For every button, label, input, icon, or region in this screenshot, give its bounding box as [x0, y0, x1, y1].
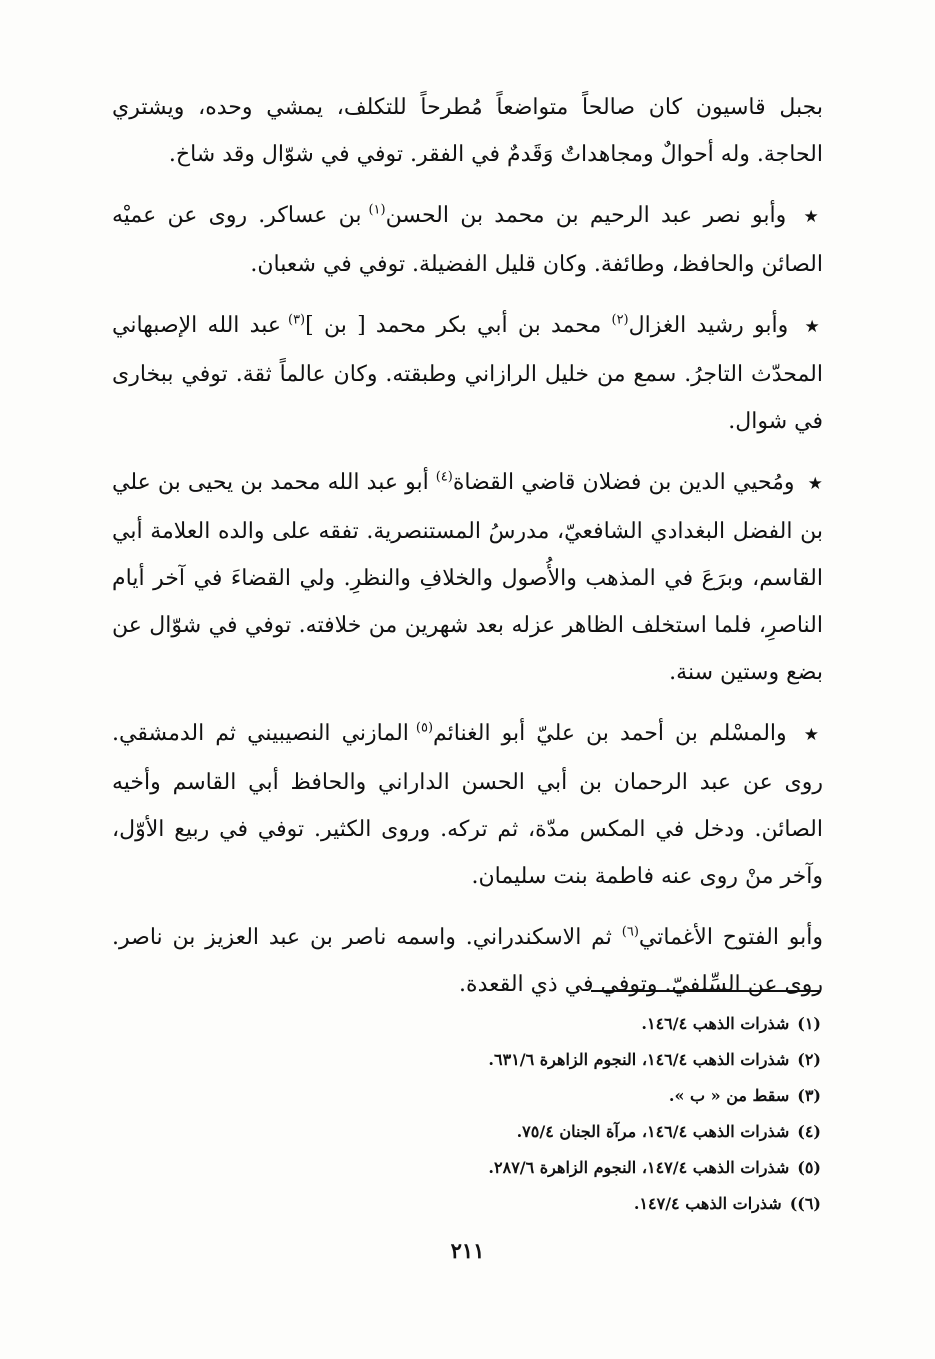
footnote-text: شذرات الذهب ١٤٧/٤.: [633, 1194, 782, 1213]
footnote-number: (٢): [797, 1050, 821, 1069]
footnote-ref: (٦): [621, 924, 639, 940]
star-icon: ★: [804, 317, 823, 337]
footnote-ref: (٥): [415, 720, 434, 736]
paragraph: [112, 710, 823, 900]
footnote-text: شذرات الذهب ١٤٦/٤.: [641, 1014, 790, 1033]
footnotes: [112, 1006, 821, 1222]
paragraph: [112, 192, 823, 288]
paragraph: [112, 84, 823, 178]
footnote-ref: (٣): [287, 312, 306, 328]
footnote-item: [112, 1006, 821, 1042]
footnote-item: [112, 1150, 821, 1186]
main-text: [112, 84, 823, 1022]
footnote-item: [112, 1042, 821, 1078]
paragraph-text: بن عساكر. روى عن عميْه الصائن والحافظ، وطائفة. وكان قليل الفضيلة. توفي في شعبان.: [112, 203, 823, 277]
paragraph-text: والمسْلم بن أحمد بن عليّ أبو الغنائم: [433, 721, 787, 746]
footnote-text: شذرات الذهب ١٤٧/٤، النجوم الزاهرة ٢٨٧/٦.: [488, 1158, 790, 1177]
paragraph-text: بجبل قاسيون كان صالحاً متواضعاً مُطرحاً للتكلف، يمشي وحده، ويشتري الحاجة. وله أحوالٌ ومجاهداتٌ وَقَدمٌ في الفقر. توفي في شوّال وقد شاخ.: [112, 95, 823, 167]
page-number: ٢١١: [450, 1238, 485, 1263]
footnote-item: [112, 1186, 821, 1222]
paragraph-text: المازني النصيبيني ثم الدمشقي. روى عن عبد الرحمان بن أبي الحسن الداراني والحافظ أبي القاسم وأخيه الصائن. ودخل في المكس مدّة، ثم تركه. وروى الكثير. توفي في ربيع الأوّل، وآخر منْ روى عنه فاطمة بنت سليمان.: [112, 721, 823, 889]
paragraph-text: أبو عبد الله محمد بن يحيى بن علي بن الفضل البغدادي الشافعيّ، مدرسُ المستنصرية. تفقه على والده العلامة أبي القاسم، وبرَعَ في المذهب والأُصول والخلافِ والنظرِ. ولي القضاءَ في آخر أيام الناصرِ، فلما استخلف الظاهر عزله بعد شهرين من خلافته. توفي في شوّال عن بضع وستين سنة.: [112, 470, 823, 685]
footnote-number: (٣): [797, 1086, 821, 1105]
paragraph-text: وأبو الفتوح الأغماتي: [638, 925, 823, 950]
star-icon: ★: [803, 207, 823, 227]
paragraph-text: ومُحيي الدين بن فضلان قاضي القضاة: [452, 470, 795, 495]
footnote-number: (١): [797, 1014, 821, 1033]
footnote-number: (٤): [797, 1122, 821, 1141]
footnote-text: شذرات الذهب ١٤٦/٤، مرآة الجنان ٧٥/٤.: [516, 1122, 790, 1141]
star-icon: ★: [807, 474, 823, 494]
footnote-number: (٥): [797, 1158, 821, 1177]
footnote-ref: (٢): [611, 312, 629, 328]
footnote-text: سقط من « ب ».: [668, 1086, 790, 1105]
footnote-item: [112, 1114, 821, 1150]
paragraph: [112, 302, 823, 445]
footnote-item: [112, 1078, 821, 1114]
footnote-text: شذرات الذهب ١٤٦/٤، النجوم الزاهرة ٦٣١/٦.: [488, 1050, 790, 1069]
footnote-number: (٦)): [789, 1194, 821, 1213]
paragraph-text: ثم الاسكندراني. واسمه ناصر بن عبد العزيز بن ناصر. روى عن السِّلفيّ. وتوفي في ذي القعدة.: [112, 925, 823, 997]
star-icon: ★: [803, 725, 823, 745]
footnote-divider: [591, 990, 821, 992]
paragraph-text: وأبو نصر عبد الرحيم بن محمد بن الحسن: [385, 203, 787, 228]
footnote-ref: (١): [368, 202, 386, 218]
footnote-ref: (٤): [435, 469, 453, 485]
paragraph-text: محمد بن أبي بكر محمد [ بن ]: [305, 313, 612, 338]
paragraph: [112, 914, 823, 1008]
paragraph-text: عبد الله الإصبهاني المحدّث التاجرُ. سمع من خليل الرازاني وطبقته. وكان عالماً ثقة. توفي ببخارى في شوال.: [112, 313, 823, 434]
paragraph-text: وأبو رشيد الغزال: [628, 313, 789, 338]
paragraph: [112, 459, 823, 696]
